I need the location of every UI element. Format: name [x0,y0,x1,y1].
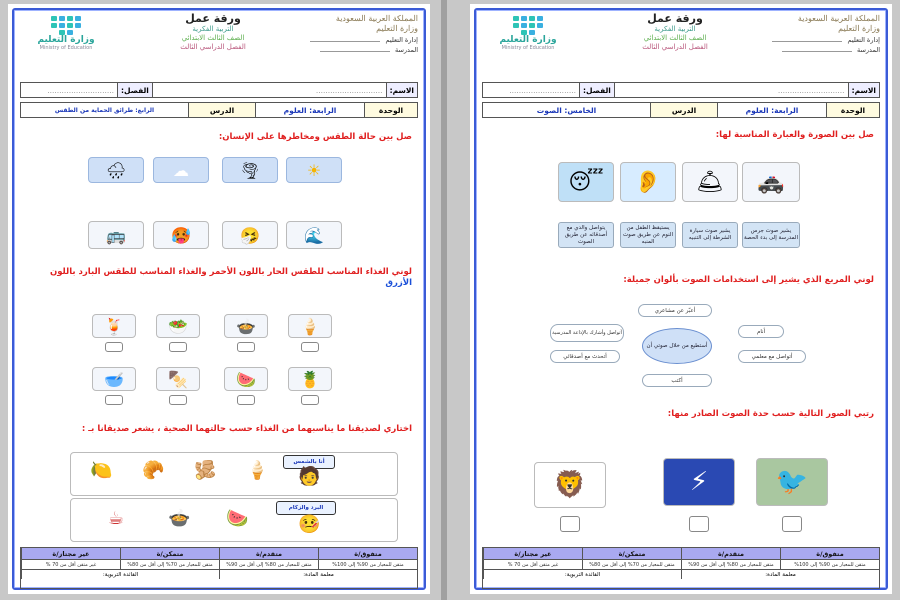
question-2-blue-word: الأزرق [385,278,412,288]
use-option[interactable]: أكتب [642,374,712,387]
food-soup-bowl[interactable] [92,367,136,391]
teacher-signature: معلمة المادة: [681,569,879,579]
grade-range[interactable]: متقن للمعيار من 80% إلى أقل من 90% [681,559,780,569]
header-ministry-block [298,14,418,54]
grade-range[interactable]: متقن للمعيار من 90% إلى 100% [318,559,417,569]
ice-cream-icon[interactable]: 🍦 [246,460,269,481]
food-pineapple[interactable] [288,367,332,391]
grading-table [482,547,880,589]
header-ministry-block [760,14,880,54]
unit-lesson-bar [482,102,880,118]
q3-row-1 [70,452,398,496]
question-2-text: لوني الغذاء المناسب للطقس الحار باللون الأحمر والغذاء المناسب للطقس البارد باللون [49,267,412,277]
order-box[interactable] [689,516,709,532]
question-3: رتبي الصور التالية حسب حدة الصوت الصادر منها: [667,409,874,419]
kingdom-name: المملكة العربية السعودية [797,14,880,23]
cloud-icon: ☁ [173,160,189,180]
unit-label: الوحدة [826,103,879,117]
grading-table [20,547,418,589]
food-grill[interactable] [156,367,200,391]
order-box[interactable] [782,516,802,532]
risk-image-flood[interactable] [286,221,342,249]
sunburn-icon: 🥵 [171,225,191,245]
food-checkbox[interactable] [105,342,123,352]
food-checkbox[interactable] [169,395,187,405]
use-option[interactable]: أعبّر عن مشاعري [638,304,712,317]
name-field[interactable]: ............................ [614,83,848,97]
question-1: صل بين الصورة والعبارة المناسبة لها: [715,130,874,140]
logo-mark-icon [48,16,84,35]
bird-icon: 🐦 [775,467,809,497]
police-car-icon: 🚓 [757,169,785,195]
sound-image-bird[interactable] [756,458,828,506]
unit-value: الرابعة: العلوم [717,103,826,117]
phrase-police-car[interactable]: يشير صوت سيارة الشرطة إلى التنبيه [682,222,738,248]
grade-header: متقدم/ة [219,548,318,559]
school-field[interactable]: المدرسة [298,46,418,54]
lesson-label: الدرس [188,103,255,117]
name-field[interactable]: ............................ [152,83,386,97]
worksheet-title: ورقة عمل [185,12,241,25]
principal-signature: القائدة التربوية: [21,569,219,579]
person-sick-icon: 🤒 [298,514,321,535]
food-checkbox[interactable] [301,395,319,405]
use-option[interactable]: أتواصل مع معلمي [738,350,806,363]
sound-image-lion[interactable] [534,462,606,508]
grade-header: متفوق/ة [318,548,417,559]
weather-image-rain[interactable] [88,157,144,183]
food-checkbox[interactable] [301,342,319,352]
student-info-bar [482,82,880,98]
phrase-alarm[interactable]: يستيقظ الطفل من النوم عن طريق صوت المنبه [620,222,676,248]
use-option[interactable]: أتواصل وأشارك بالإذاعة المدرسية [550,324,624,342]
sleeping-child-icon: 😴 [568,169,604,195]
rain-cloud-icon: 🌧 [105,160,127,180]
logo-mark-icon [510,16,546,35]
class-field[interactable]: ............................ [509,85,576,95]
alarm-bell-icon: 🛎 [696,169,724,195]
logo-text: وزارة التعليم [37,35,95,45]
subject-name: التربية الفكرية [192,25,234,33]
use-option[interactable]: أنام [738,325,784,338]
order-box[interactable] [560,516,580,532]
logo-subtext: Ministry of Education [39,45,93,51]
center-statement: أستطيع من خلال صوتي أن [642,328,712,364]
unit-label: الوحدة [364,103,417,117]
grade-range[interactable]: متقن للمعيار من 90% إلى 100% [780,559,879,569]
phrase-father[interactable]: يتواصل والدي مع أصدقائه عن طريق الصوت [558,222,614,248]
grade-range[interactable]: متقن للمعيار من 70% إلى أقل من 80% [582,559,681,569]
lemon-icon[interactable]: 🍋 [90,460,113,481]
school-field[interactable]: المدرسة [760,46,880,54]
question-1: صل بين حالة الطقس ومخاطرها على الإنسان: [218,132,412,142]
risk-image-sunburn[interactable] [153,221,209,249]
watermelon-icon: 🍉 [236,369,256,389]
soup-icon[interactable]: 🍲 [168,508,191,529]
tornado-icon: 🌪 [239,160,261,180]
sick-person-icon: 🤧 [240,225,260,245]
food-checkbox[interactable] [237,342,255,352]
traffic-accident-icon: 🚌 [106,225,126,245]
grade-range[interactable]: غير متقن أقل من 70 % [483,559,582,569]
feeling-tag-sun: أنا بالشمس [283,455,335,469]
weather-image-cloud[interactable] [153,157,209,183]
soup-bowl-icon: 🥣 [104,369,124,389]
ginger-icon[interactable]: 🫚 [194,460,217,481]
grade-header: متمكن/ة [582,548,681,559]
logo-subtext: Ministry of Education [501,45,555,51]
use-option[interactable]: أتحدث مع أصدقائي [550,350,620,363]
question-2 [32,267,412,289]
sound-image-child[interactable] [558,162,614,202]
logo-text: وزارة التعليم [499,35,557,45]
grade-header: غير مجتاز/ة [21,548,120,559]
ministry-name: وزارة التعليم [376,24,418,33]
hot-drink-icon[interactable]: ☕ [108,508,125,529]
watermelon-icon[interactable]: 🍉 [226,508,249,529]
ice-cream-icon: 🍦 [300,316,320,336]
person-hot-icon: 🧑 [298,466,321,487]
worksheet-page-sound [470,4,892,594]
man-listening-icon: 👂 [634,169,662,195]
juice-icon: 🍹 [104,316,124,336]
food-checkbox[interactable] [169,342,187,352]
name-label: الاسم: [386,83,417,97]
sound-image-bell[interactable] [682,162,738,202]
food-watermelon[interactable] [224,367,268,391]
food-juice[interactable] [92,314,136,338]
ministry-name: وزارة التعليم [838,24,880,33]
soup-icon: 🍲 [236,316,256,336]
salad-icon: 🥗 [168,316,188,336]
pastry-icon[interactable]: 🥐 [142,460,165,481]
class-label: الفصل: [579,83,614,97]
grade-range[interactable]: متقن للمعيار من 80% إلى أقل من 90% [219,559,318,569]
header-title-block [600,12,750,52]
lightning-icon: ⚡ [689,467,709,497]
ministry-logo [26,16,106,51]
risk-image-sick[interactable] [222,221,278,249]
name-label: الاسم: [848,83,879,97]
class-label: الفصل: [117,83,152,97]
unit-lesson-bar [20,102,418,118]
grade-name: الصف الثالث الابتدائي [643,34,707,42]
edu-admin-field[interactable]: إدارة التعليم [298,36,418,44]
grade-range[interactable]: متقن للمعيار من 70% إلى أقل من 80% [120,559,219,569]
grade-name: الصف الثالث الابتدائي [181,34,245,42]
grill-icon: 🍢 [168,369,188,389]
food-checkbox[interactable] [237,395,255,405]
flood-icon: 🌊 [304,225,324,245]
page-gap [441,0,447,600]
student-info-bar [20,82,418,98]
feeling-tag-cold: البرد والزكام [276,501,336,515]
unit-value: الرابعة: العلوم [255,103,364,117]
lion-icon: 🦁 [553,470,587,500]
food-salad[interactable] [156,314,200,338]
term-name: الفصل الدراسي الثالث [642,43,708,51]
teacher-signature: معلمة المادة: [219,569,417,579]
weather-image-sun[interactable] [286,157,342,183]
food-ice-cream[interactable] [288,314,332,338]
grade-header: متقدم/ة [681,548,780,559]
sound-image-man[interactable] [620,162,676,202]
risk-image-accident[interactable] [88,221,144,249]
principal-signature: القائدة التربوية: [483,569,681,579]
food-soup[interactable] [224,314,268,338]
header-title-block [138,12,288,52]
worksheet-page-weather [8,4,430,594]
lesson-value: الخامس: الصوت [536,105,597,115]
class-field[interactable]: ............................ [47,85,114,95]
kingdom-name: المملكة العربية السعودية [335,14,418,23]
lesson-label: الدرس [650,103,717,117]
grade-header: متمكن/ة [120,548,219,559]
food-checkbox[interactable] [105,395,123,405]
grade-header: غير مجتاز/ة [483,548,582,559]
ministry-logo [488,16,568,51]
weather-image-tornado[interactable] [222,157,278,183]
subject-name: التربية الفكرية [654,25,696,33]
pineapple-icon: 🍍 [300,369,320,389]
worksheet-title: ورقة عمل [647,12,703,25]
term-name: الفصل الدراسي الثالث [180,43,246,51]
grade-header: متفوق/ة [780,548,879,559]
grade-range[interactable]: غير متقن أقل من 70 % [21,559,120,569]
question-3: اختاري لصديقنا ما يناسبهما من الغذاء حسب حالتهما الصحية ، يشعر صديقانا بـ : [81,424,412,434]
phrase-school-bell[interactable]: يشير صوت جرس المدرسة إلى بدء الحصة [742,222,800,248]
edu-admin-field[interactable]: إدارة التعليم [760,36,880,44]
lesson-value: الرابع: طرائق الحماية من الطقس [54,106,155,114]
sun-icon: ☀ [306,160,322,180]
question-2: لوني المربع الذي يشير إلى استخدامات الصوت بألوان جميلة: [623,275,874,285]
sound-image-lightning[interactable] [663,458,735,506]
sound-image-police-car[interactable] [742,162,800,202]
